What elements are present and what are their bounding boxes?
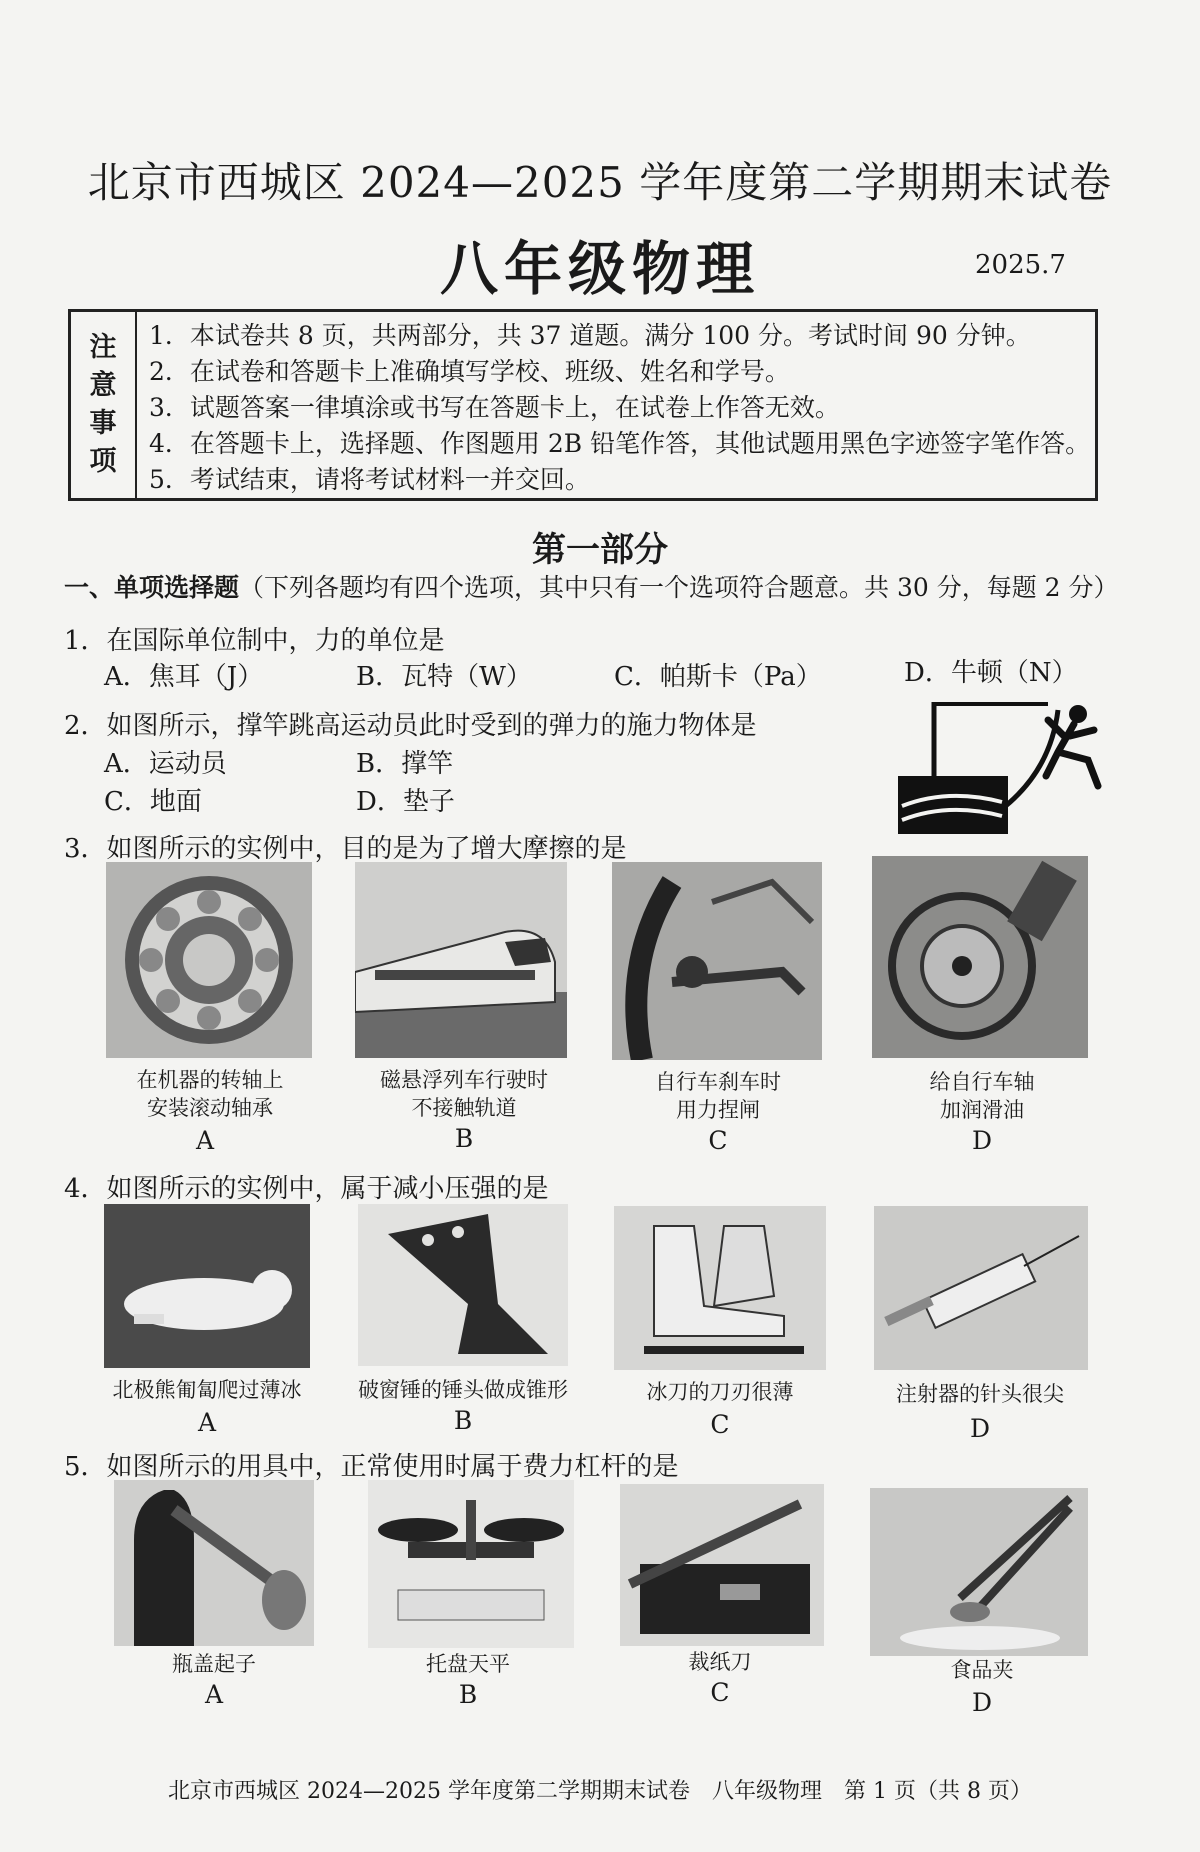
q5-letter-a: A (204, 1680, 224, 1709)
question-3-stem: 3．如图所示的实例中，目的是为了增大摩擦的是 (64, 834, 627, 864)
page-footer: 北京市西城区 2024—2025 学年度第二学期期末试卷 八年级物理 第 1 页（共 8 页） (168, 1779, 1032, 1804)
q3-figure-d-bike-oil (872, 856, 1088, 1058)
exam-subject: 八年级物理 (439, 235, 760, 303)
pole-vault-figure (898, 690, 1120, 838)
q4-figure-a-polar-bear (104, 1204, 310, 1368)
notice-items (149, 318, 1089, 498)
question-5-stem: 5．如图所示的用具中，正常使用时属于费力杠杆的是 (64, 1452, 679, 1482)
q5-figure-c-paper-cutter (620, 1484, 824, 1646)
notice-item: 4．在答题卡上，选择题、作图题用 2B 铅笔作答，其他试题用黑色字迹签字笔作答。 (149, 429, 1091, 458)
part-heading: 第一部分 (532, 530, 668, 570)
q3-caption-c-line1: 自行车刹车时 (655, 1070, 781, 1094)
q3-letter-a: A (195, 1126, 215, 1155)
q2-option-d: D．垫子 (356, 787, 455, 817)
section-heading (64, 568, 1119, 604)
q5-letter-b: B (458, 1680, 478, 1709)
q5-letter-c: C (710, 1678, 730, 1707)
notice-label-char: 事 (89, 408, 117, 439)
notice-item: 5．考试结束，请将考试材料一并交回。 (149, 465, 590, 494)
q3-letter-b: B (454, 1124, 474, 1153)
section-title: 一、单项选择题 (64, 573, 240, 602)
q5-caption-b: 托盘天平 (426, 1652, 510, 1676)
q3-letter-c: C (708, 1126, 728, 1155)
q2-option-c: C．地面 (104, 787, 202, 817)
q4-figure-d-syringe (874, 1206, 1088, 1370)
q3-letter-d: D (971, 1126, 993, 1155)
question-1-stem: 1．在国际单位制中，力的单位是 (64, 626, 445, 656)
q1-option-d: D．牛顿（N） (904, 658, 1078, 688)
q3-figure-c-bike-brake (612, 862, 822, 1060)
q4-caption-d: 注射器的针头很尖 (896, 1382, 1064, 1406)
notice-item: 3．试题答案一律填涂或书写在答题卡上，在试卷上作答无效。 (149, 393, 840, 422)
q3-caption-a-line1: 在机器的转轴上 (136, 1068, 284, 1092)
q1-option-c: C．帕斯卡（Pa） (614, 662, 822, 692)
q4-letter-a: A (197, 1408, 217, 1437)
q5-figure-a-bottle-opener (114, 1480, 314, 1646)
q5-caption-a: 瓶盖起子 (172, 1652, 256, 1676)
q5-caption-c: 裁纸刀 (688, 1650, 752, 1674)
q3-caption-d-line1: 给自行车轴 (929, 1070, 1035, 1094)
q5-figure-d-food-tongs (870, 1488, 1088, 1656)
notice-label-char: 注 (89, 332, 117, 363)
q3-caption-d-line2: 加润滑油 (940, 1098, 1024, 1122)
q4-caption-b: 破窗锤的锤头做成锥形 (358, 1378, 568, 1402)
question-2-stem: 2．如图所示，撑竿跳高运动员此时受到的弹力的施力物体是 (64, 711, 757, 741)
q3-figure-b-maglev (355, 862, 567, 1058)
q2-option-a: A．运动员 (104, 749, 227, 779)
q5-letter-d: D (971, 1688, 993, 1717)
q3-figure-a-bearing (106, 862, 312, 1058)
notice-item: 2．在试卷和答题卡上准确填写学校、班级、姓名和学号。 (149, 357, 790, 386)
q3-caption-b-line1: 磁悬浮列车行驶时 (380, 1068, 548, 1092)
notice-item: 1．本试卷共 8 页，共两部分，共 37 道题。满分 100 分。考试时间 90 分钟。 (149, 321, 1031, 350)
notice-label-char: 意 (89, 370, 117, 401)
q4-figure-c-ice-skate (614, 1206, 826, 1370)
q4-letter-d: D (969, 1414, 991, 1443)
notice-label-char: 项 (89, 446, 117, 477)
q4-letter-b: B (453, 1406, 473, 1435)
notice-box (68, 309, 1098, 501)
q3-caption-b-line2: 不接触轨道 (411, 1096, 517, 1120)
q3-caption-a-line2: 安装滚动轴承 (147, 1096, 273, 1120)
section-note: （下列各题均有四个选项，其中只有一个选项符合题意。共 30 分，每题 2 分） (239, 573, 1119, 602)
q1-option-a: A．焦耳（J） (104, 662, 264, 692)
q3-caption-c-line2: 用力捏闸 (676, 1098, 760, 1122)
q4-letter-c: C (710, 1410, 730, 1439)
q1-option-b: B．瓦特（W） (356, 662, 532, 692)
notice-label (71, 312, 137, 498)
question-4-stem: 4．如图所示的实例中，属于减小压强的是 (64, 1174, 549, 1204)
q4-caption-c: 冰刀的刀刃很薄 (646, 1380, 794, 1404)
exam-title: 北京市西城区 2024—2025 学年度第二学期期末试卷 (87, 158, 1113, 207)
q4-figure-b-window-hammer (358, 1204, 568, 1366)
q4-caption-a: 北极熊匍匐爬过薄冰 (112, 1378, 302, 1402)
q5-figure-b-balance (368, 1480, 574, 1648)
q5-caption-d: 食品夹 (950, 1658, 1014, 1682)
exam-date: 2025.7 (975, 250, 1066, 280)
q2-option-b: B．撑竿 (356, 749, 454, 779)
